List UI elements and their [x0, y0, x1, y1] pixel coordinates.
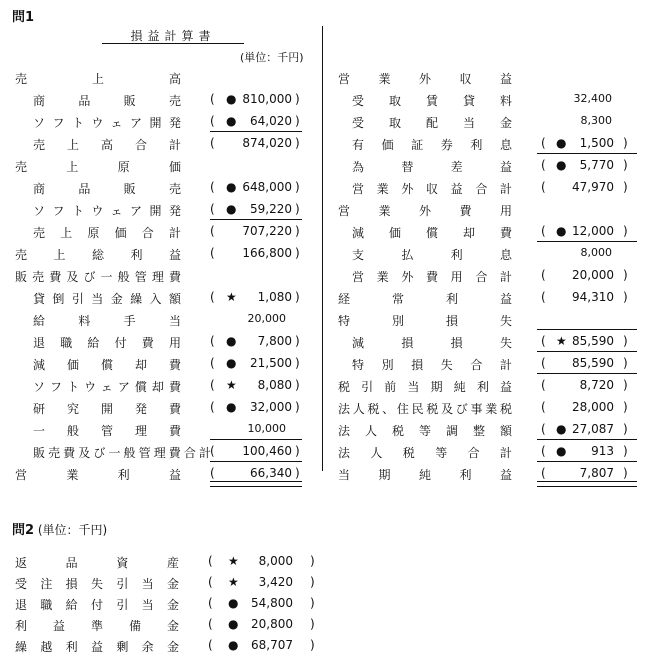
right-row — [0, 286, 657, 308]
dot-mark-icon: ● — [228, 617, 239, 631]
q2-label: 退職給付引当金 — [15, 598, 179, 612]
right-value: 913 — [591, 444, 614, 458]
right-row — [0, 308, 657, 330]
right-open-paren: ( — [541, 334, 546, 348]
left-open-paren: ( — [210, 114, 215, 128]
q2-open-paren: ( — [208, 638, 213, 652]
left-label: 給料手当 — [33, 314, 181, 328]
right-close-paren: ) — [623, 334, 628, 348]
right-value: 8,000 — [580, 246, 612, 259]
right-row — [0, 374, 657, 396]
right-value: 32,400 — [573, 92, 612, 105]
right-label: 法人税等調整額 — [338, 424, 512, 438]
left-label: 売上高 — [15, 72, 181, 86]
left-value: 8,080 — [257, 378, 292, 392]
dot-mark-icon: ● — [556, 444, 567, 458]
left-value: 10,000 — [247, 422, 286, 435]
question-2-unit: (単位：千円) — [37, 523, 108, 537]
dot-mark-icon: ● — [228, 638, 239, 652]
left-value: 874,020 — [242, 136, 292, 150]
left-value: 100,460 — [242, 444, 292, 458]
right-close-paren: ) — [623, 224, 628, 238]
dot-mark-icon: ● — [228, 596, 239, 610]
q2-open-paren: ( — [208, 575, 213, 589]
left-label: 減価償却費 — [33, 358, 181, 372]
left-label: ソフトウェア開発 — [33, 204, 181, 218]
right-open-paren: ( — [541, 268, 546, 282]
left-label: 営業利益 — [15, 468, 181, 482]
left-label: 商品販売 — [33, 182, 181, 196]
right-value: 8,720 — [579, 378, 614, 392]
right-label: 法人税等合計 — [338, 446, 512, 460]
final-double-underline — [537, 481, 637, 487]
left-label: ソフトウェア償却費 — [33, 380, 181, 394]
left-close-paren: ) — [295, 136, 300, 150]
right-label: 支払利息 — [352, 248, 512, 262]
right-open-paren: ( — [541, 136, 546, 150]
q2-close-paren: ) — [310, 596, 315, 610]
left-label: 売上総利益 — [15, 248, 181, 262]
right-close-paren: ) — [623, 136, 628, 150]
right-row — [0, 330, 657, 352]
left-open-paren: ( — [210, 246, 215, 260]
left-close-paren: ) — [295, 334, 300, 348]
left-label: 売上高合計 — [33, 138, 181, 152]
right-row — [0, 66, 657, 88]
right-label: 経常利益 — [338, 292, 512, 306]
unit-label: (単位：千円) — [240, 51, 304, 64]
right-value: 27,087 — [572, 422, 614, 436]
left-open-paren: ( — [210, 180, 215, 194]
q2-value: 8,000 — [258, 554, 293, 568]
dot-mark-icon: ● — [226, 400, 237, 414]
left-open-paren: ( — [210, 356, 215, 370]
left-open-paren: ( — [210, 202, 215, 216]
right-open-paren: ( — [541, 356, 546, 370]
left-value: 59,220 — [250, 202, 292, 216]
right-close-paren: ) — [623, 356, 628, 370]
left-open-paren: ( — [210, 378, 215, 392]
left-label: 販売費及び一般管理費 — [15, 270, 181, 284]
dot-mark-icon: ● — [556, 136, 567, 150]
right-label: 特別損失合計 — [352, 358, 512, 372]
q2-close-paren: ) — [310, 617, 315, 631]
right-close-paren: ) — [623, 158, 628, 172]
left-value: 166,800 — [242, 246, 292, 260]
left-close-paren: ) — [295, 114, 300, 128]
q2-label: 利益準備金 — [15, 619, 179, 633]
right-value: 85,590 — [572, 356, 614, 370]
right-row — [0, 154, 657, 176]
total-underline — [537, 329, 637, 330]
left-label: 販売費及び一般管理費合計 — [33, 446, 211, 460]
left-label: ソフトウェア開発 — [33, 116, 181, 130]
left-open-paren: ( — [210, 224, 215, 238]
question-2-number: 問2 — [12, 523, 35, 538]
right-row — [0, 396, 657, 418]
total-underline — [537, 461, 637, 462]
q2-close-paren: ) — [310, 575, 315, 589]
dot-mark-icon: ● — [556, 224, 567, 238]
right-close-paren: ) — [623, 400, 628, 414]
right-row — [0, 418, 657, 440]
left-close-paren: ) — [295, 444, 300, 458]
right-label: 営業外費用 — [338, 204, 512, 218]
left-open-paren: ( — [210, 334, 215, 348]
left-label: 売上原価 — [15, 160, 181, 174]
q2-open-paren: ( — [208, 617, 213, 631]
right-value: 85,590 — [572, 334, 614, 348]
right-open-paren: ( — [541, 158, 546, 172]
total-underline — [537, 241, 637, 242]
right-open-paren: ( — [541, 466, 546, 480]
q2-label: 返品資産 — [15, 556, 179, 570]
right-close-paren: ) — [623, 466, 628, 480]
left-open-paren: ( — [210, 466, 215, 480]
dot-mark-icon: ● — [226, 356, 237, 370]
right-row — [0, 440, 657, 462]
left-value: 20,000 — [247, 312, 286, 325]
right-value: 1,500 — [579, 136, 614, 150]
left-label: 商品販売 — [33, 94, 181, 108]
right-label: 為替差益 — [352, 160, 512, 174]
q2-row — [0, 634, 340, 656]
left-value: 707,220 — [242, 224, 292, 238]
q2-close-paren: ) — [310, 638, 315, 652]
left-open-paren: ( — [210, 92, 215, 106]
right-label: 当期純利益 — [338, 468, 512, 482]
left-value: 21,500 — [250, 356, 292, 370]
right-value: 12,000 — [572, 224, 614, 238]
star-mark-icon: ★ — [226, 378, 237, 392]
left-label: 研究開発費 — [33, 402, 181, 416]
left-label: 退職給付費用 — [33, 336, 181, 350]
left-open-paren: ( — [210, 400, 215, 414]
right-value: 47,970 — [572, 180, 614, 194]
right-row — [0, 220, 657, 242]
right-value: 28,000 — [572, 400, 614, 414]
question-1-label: 問1 — [12, 10, 35, 25]
right-row — [0, 110, 657, 132]
right-label: 営業外収益合計 — [352, 182, 512, 196]
right-row — [0, 176, 657, 198]
q2-value: 68,707 — [251, 638, 293, 652]
left-close-paren: ) — [295, 224, 300, 238]
right-label: 法人税、住民税及び事業税 — [338, 402, 512, 416]
right-value: 5,770 — [579, 158, 614, 172]
right-open-paren: ( — [541, 400, 546, 414]
right-label: 減損損失 — [352, 336, 512, 350]
right-open-paren: ( — [541, 180, 546, 194]
total-underline — [537, 153, 637, 154]
left-close-paren: ) — [295, 290, 300, 304]
right-label: 有価証券利息 — [352, 138, 512, 152]
right-label: 受取賃貸料 — [352, 94, 512, 108]
right-close-paren: ) — [623, 290, 628, 304]
dot-mark-icon: ● — [226, 180, 237, 194]
left-close-paren: ) — [295, 466, 300, 480]
left-label: 売上原価合計 — [33, 226, 181, 240]
left-label: 貸倒引当金繰入額 — [33, 292, 181, 306]
q2-value: 20,800 — [251, 617, 293, 631]
right-close-paren: ) — [623, 422, 628, 436]
left-value: 1,080 — [257, 290, 292, 304]
q2-close-paren: ) — [310, 554, 315, 568]
q2-label: 受注損失引当金 — [15, 577, 179, 591]
right-row — [0, 352, 657, 374]
left-open-paren: ( — [210, 444, 215, 458]
right-open-paren: ( — [541, 290, 546, 304]
left-close-paren: ) — [295, 378, 300, 392]
right-value: 7,807 — [579, 466, 614, 480]
statement-title: 損益計算書 — [102, 27, 244, 44]
q2-row — [0, 571, 340, 593]
left-close-paren: ) — [295, 246, 300, 260]
star-mark-icon: ★ — [228, 575, 239, 589]
dot-mark-icon: ● — [226, 202, 237, 216]
total-underline — [537, 439, 637, 440]
right-open-paren: ( — [541, 378, 546, 392]
q2-open-paren: ( — [208, 596, 213, 610]
dot-mark-icon: ● — [226, 334, 237, 348]
q2-row — [0, 592, 340, 614]
left-close-paren: ) — [295, 400, 300, 414]
right-close-paren: ) — [623, 444, 628, 458]
total-underline — [537, 351, 637, 352]
left-close-paren: ) — [295, 202, 300, 216]
q2-row — [0, 613, 340, 635]
left-label: 一般管理費 — [33, 424, 181, 438]
left-value: 32,000 — [250, 400, 292, 414]
right-value: 20,000 — [572, 268, 614, 282]
left-close-paren: ) — [295, 180, 300, 194]
right-label: 営業外収益 — [338, 72, 512, 86]
left-close-paren: ) — [295, 356, 300, 370]
right-row — [0, 264, 657, 286]
q2-value: 3,420 — [258, 575, 293, 589]
right-value: 8,300 — [580, 114, 612, 127]
dot-mark-icon: ● — [226, 92, 237, 106]
left-value: 66,340 — [250, 466, 292, 480]
left-value: 648,000 — [242, 180, 292, 194]
right-open-paren: ( — [541, 422, 546, 436]
q2-row — [0, 550, 340, 572]
left-value: 7,800 — [257, 334, 292, 348]
right-row — [0, 132, 657, 154]
right-label: 営業外費用合計 — [352, 270, 512, 284]
right-open-paren: ( — [541, 224, 546, 238]
left-open-paren: ( — [210, 290, 215, 304]
left-value: 810,000 — [242, 92, 292, 106]
q2-open-paren: ( — [208, 554, 213, 568]
right-close-paren: ) — [623, 268, 628, 282]
left-open-paren: ( — [210, 136, 215, 150]
right-close-paren: ) — [623, 180, 628, 194]
right-label: 税引前当期純利益 — [338, 380, 512, 394]
right-close-paren: ) — [623, 378, 628, 392]
dot-mark-icon: ● — [226, 114, 237, 128]
dot-mark-icon: ● — [556, 158, 567, 172]
q2-label: 繰越利益剰余金 — [15, 640, 179, 654]
right-label: 特別損失 — [338, 314, 512, 328]
left-value: 64,020 — [250, 114, 292, 128]
question-2-label — [12, 519, 107, 538]
left-close-paren: ) — [295, 92, 300, 106]
right-label: 減価償却費 — [352, 226, 512, 240]
star-mark-icon: ★ — [556, 334, 567, 348]
star-mark-icon: ★ — [226, 290, 237, 304]
right-label: 受取配当金 — [352, 116, 512, 130]
total-underline — [537, 373, 637, 374]
right-row — [0, 198, 657, 220]
right-open-paren: ( — [541, 444, 546, 458]
dot-mark-icon: ● — [556, 422, 567, 436]
q2-value: 54,800 — [251, 596, 293, 610]
right-row — [0, 242, 657, 264]
star-mark-icon: ★ — [228, 554, 239, 568]
right-row — [0, 88, 657, 110]
right-value: 94,310 — [572, 290, 614, 304]
